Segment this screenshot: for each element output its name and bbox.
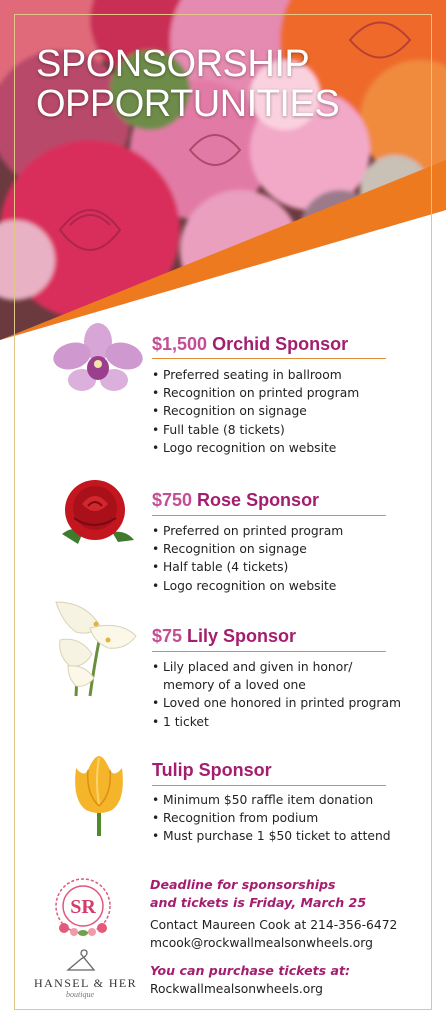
deadline-line-2: and tickets is Friday, March 25 (150, 895, 367, 910)
brand-sub: boutique (66, 990, 94, 999)
website-link[interactable]: Rockwallmealsonwheels.org (150, 982, 323, 996)
rose-sponsor-heading (152, 490, 319, 511)
lily-icon (50, 600, 142, 704)
orchid-price: $1,500 (152, 334, 208, 354)
list-item: • Recognition on signage (152, 402, 359, 420)
list-item: memory of a loved one (163, 678, 306, 693)
list-item: • Half table (4 tickets) (152, 558, 343, 576)
list-item: • 1 ticket (152, 713, 401, 731)
list-item: • Minimum $50 raffle item donation (152, 791, 391, 809)
orchid-name: Orchid Sponsor (212, 334, 349, 354)
list-item: • Logo recognition on website (152, 577, 343, 595)
orchid-sponsor-heading (152, 334, 348, 355)
list-item: • Recognition from podium (152, 809, 391, 827)
tulip-benefits-list (152, 791, 391, 846)
purchase-label: You can purchase tickets at: (150, 963, 351, 978)
list-item: • Lily placed and given in honor/ (152, 658, 401, 676)
deadline-line-1: Deadline for sponsorships (150, 877, 336, 892)
title-line-1: SPONSORSHIP (36, 43, 310, 85)
lily-divider (152, 651, 386, 652)
orchid-divider (152, 358, 386, 359)
rose-divider (152, 515, 386, 516)
lily-sponsor-heading (152, 626, 296, 647)
tulip-name: Tulip Sponsor (152, 760, 272, 780)
orchid-benefits-list (152, 366, 359, 457)
list-item: • Recognition on signage (152, 540, 343, 558)
lily-name: Lily Sponsor (187, 626, 297, 646)
list-item: • Preferred seating in ballroom (152, 366, 359, 384)
tulip-divider (152, 785, 386, 786)
list-item: • Logo recognition on website (152, 439, 359, 457)
sr-monogram-logo (50, 876, 116, 942)
list-item: • Full table (8 tickets) (152, 421, 359, 439)
lily-benefits-list (152, 658, 401, 731)
contact-line: Contact Maureen Cook at 214-356-6472 (150, 918, 398, 932)
rose-price: $750 (152, 490, 193, 510)
rose-benefits-list (152, 522, 343, 595)
rose-icon (52, 474, 138, 558)
list-item: • Loved one honored in printed program (152, 694, 401, 712)
page-title (36, 44, 339, 124)
lily-price: $75 (152, 626, 183, 646)
list-item: • Preferred on printed program (152, 522, 343, 540)
tulip-sponsor-heading (152, 760, 272, 781)
title-line-2: OPPORTUNITIES (36, 83, 340, 125)
tulip-icon (68, 754, 130, 842)
email-link[interactable]: mcook@rockwallmealsonwheels.org (150, 936, 373, 950)
list-item: • Must purchase 1 $50 ticket to attend (152, 827, 391, 845)
hanger-icon (66, 948, 96, 978)
orchid-icon (52, 322, 144, 402)
list-item: • Recognition on printed program (152, 384, 359, 402)
monogram-text: SR (70, 896, 96, 918)
rose-name: Rose Sponsor (197, 490, 320, 510)
brand-name: HANSEL & HER (34, 976, 138, 990)
